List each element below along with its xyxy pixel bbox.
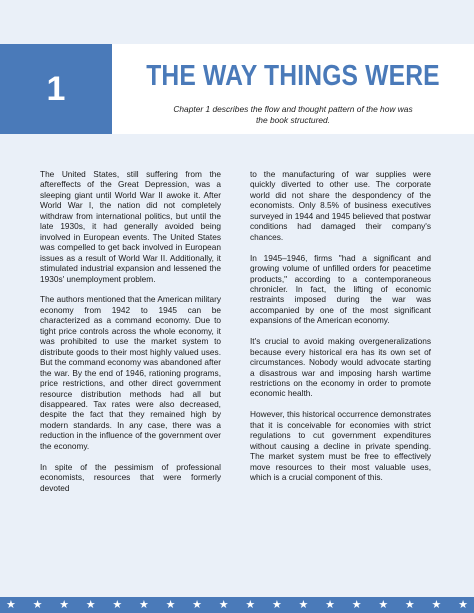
star-icon: ★ — [431, 598, 442, 611]
page-title: THE WAY THINGS WERE — [146, 60, 440, 92]
star-icon: ★ — [245, 598, 256, 611]
star-icon: ★ — [6, 598, 16, 611]
page-top-margin — [0, 0, 474, 40]
star-icon: ★ — [112, 598, 123, 611]
paragraph: The United States, still suffering from the aftereffects of the Great Depression, was a sleeping giant until World War II awoke it. After World War I, the nation did not completely withdraw from international politics, but until the late 1930s, it had generally avoided being involved in European events. The United States was compelled to get back involved in European issues as a result of World War II. Additionally, it stimulated industrial expansion and lessened the 1930s' unemployment problem. — [40, 169, 221, 284]
star-icon: ★ — [85, 598, 96, 611]
paragraph: The authors mentioned that the American military economy from 1942 to 1945 can be characterized as a command economy. Due to tight price controls across the whole economy, it was prohibited to use the market system to distribute goods to their most highly valued uses. But the command economy was abandoned after the war. By the end of 1946, rationing programs, price restrictions, and other direct government resource distribution methods had all but disappeared. Tax rates were also decreased, despite the fact that they remained high by modern standards. In any case, there was a reduction in the influence of the government over the economy. — [40, 294, 221, 451]
star-icon: ★ — [378, 598, 389, 611]
star-icon: ★ — [458, 598, 468, 611]
star-icon: ★ — [32, 598, 43, 611]
paragraph: to the manufacturing of war supplies were quickly diverted to other use. The corporate world did not share the despondency of the economists. Only 8.5% of business executives surveyed in 1944 and 1945 believed that postwar conditions had damaged their company's chances. — [250, 169, 431, 242]
chapter-number: 1 — [46, 69, 66, 108]
star-icon: ★ — [59, 598, 70, 611]
footer-star-band — [0, 597, 474, 613]
star-icon: ★ — [165, 598, 176, 611]
star-icon: ★ — [298, 598, 309, 611]
paragraph: It's crucial to avoid making overgeneralizations because every historical era has its own set of circumstances. Nobody would advocate starting a disastrous war and imposing harsh wartime restrictions on the economy in order to promote economic health. — [250, 336, 431, 399]
left-column — [40, 169, 221, 503]
paragraph: In spite of the pessimism of professional economists, resources that were formerly devoted — [40, 461, 221, 493]
star-icon: ★ — [271, 598, 282, 611]
page-subtitle: Chapter 1 describes the flow and thought pattern of the how was the book structured. — [173, 104, 413, 125]
paragraph: However, this historical occurrence demonstrates that it is conceivable for economies with strict regulations to cut government expenditures without causing a decline in private spending. The market system must be free to effectively move resources to their most valuable uses, which is a crucial component of this. — [250, 409, 431, 483]
paragraph: In 1945–1946, firms "had a significant and growing volume of unfilled orders for peacetime products," according to a contemporaneous chronicler. In fact, the lifting of economic restraints imposed during the war was accompanied by one of the most significant expansions of the American economy. — [250, 252, 431, 326]
star-icon: ★ — [218, 598, 229, 611]
star-icon: ★ — [404, 598, 415, 611]
star-icon: ★ — [351, 598, 362, 611]
star-icon: ★ — [192, 598, 203, 611]
star-icon: ★ — [138, 598, 149, 611]
chapter-number-block — [0, 44, 112, 134]
star-icon: ★ — [325, 598, 335, 611]
right-column — [250, 169, 431, 493]
